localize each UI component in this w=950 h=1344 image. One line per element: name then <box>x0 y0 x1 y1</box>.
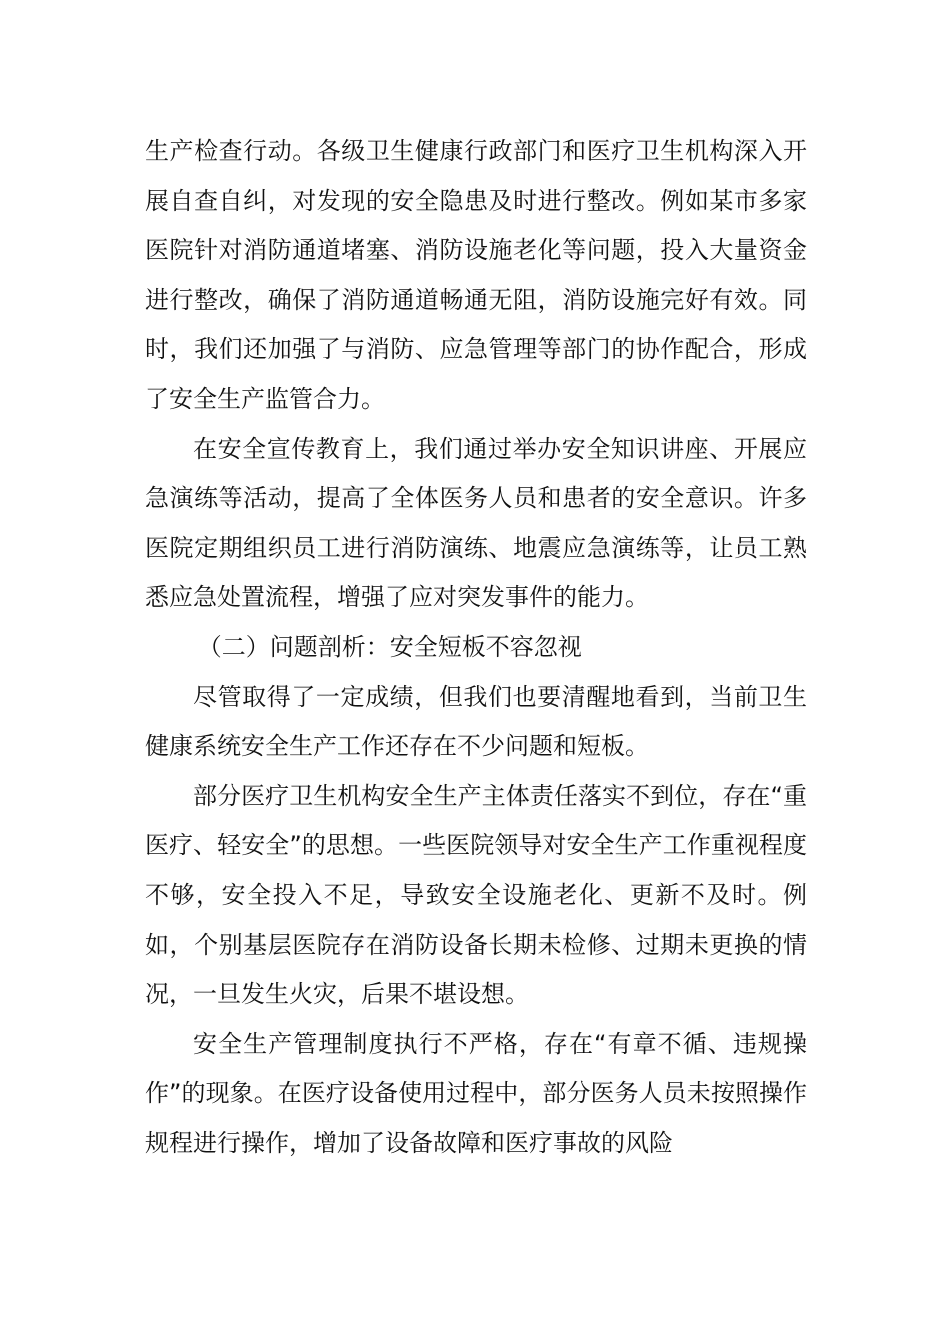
paragraph-continued: 生产检查行动。各级卫生健康行政部门和医疗卫生机构深入开展自查自纠，对发现的安全隐患及时进行整改。例如某市多家医院针对消防通道堵塞、消防设施老化等问题，投入大量资金进行整改，确保了消防通道畅通无阻，消防设施完好有效。同时，我们还加强了与消防、应急管理等部门的协作配合，形成了安全生产监管合力。 <box>145 137 807 413</box>
document-body <box>145 127 807 1168</box>
paragraph: 在安全宣传教育上，我们通过举办安全知识讲座、开展应急演练等活动，提高了全体医务人员和患者的安全意识。许多医院定期组织员工进行消防演练、地震应急演练等，让员工熟悉应急处置流程，增强了应对突发事件的能力。 <box>145 434 807 612</box>
paragraph: 尽管取得了一定成绩，但我们也要清醒地看到，当前卫生健康系统安全生产工作还存在不少问题和短板。 <box>145 682 807 761</box>
paragraph: 安全生产管理制度执行不严格，存在“有章不循、违规操作”的现象。在医疗设备使用过程中，部分医务人员未按照操作规程进行操作，增加了设备故障和医疗事故的风险 <box>145 1029 807 1157</box>
paragraph: 部分医疗卫生机构安全生产主体责任落实不到位，存在“重医疗、轻安全”的思想。一些医院领导对安全生产工作重视程度不够，安全投入不足，导致安全设施老化、更新不及时。例如，个别基层医院存在消防设备长期未检修、过期未更换的情况，一旦发生火灾，后果不堪设想。 <box>145 781 807 1009</box>
section-heading: （二）问题剖析：安全短板不容忽视 <box>197 632 582 661</box>
